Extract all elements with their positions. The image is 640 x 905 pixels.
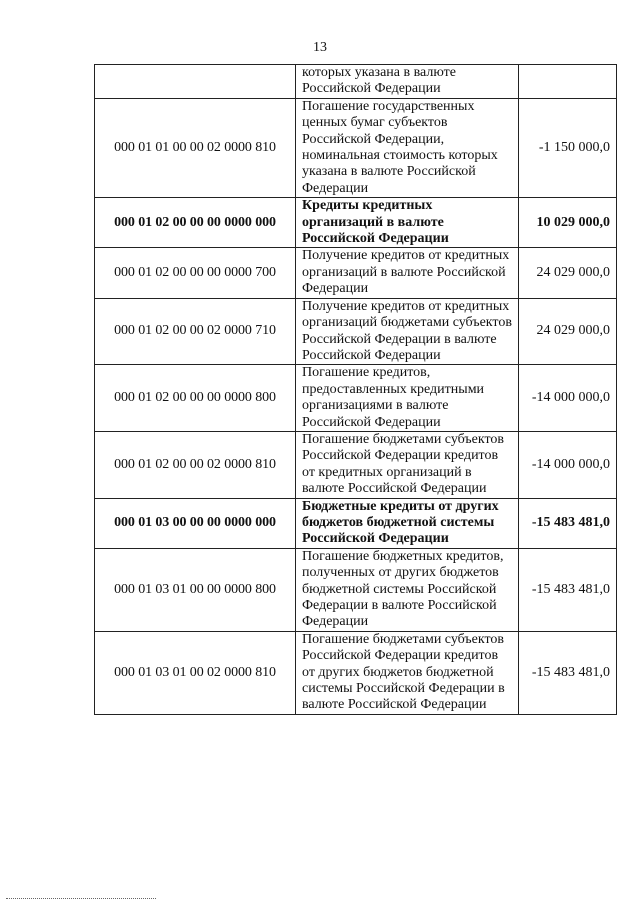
- table-row: [95, 65, 617, 99]
- table-row: [95, 365, 617, 432]
- table-row: [95, 631, 617, 714]
- code-cell: [95, 65, 296, 99]
- table-body: [95, 65, 617, 715]
- code-cell: 000 01 01 00 00 02 0000 810: [95, 98, 296, 197]
- amount-cell: -15 483 481,0: [519, 498, 617, 548]
- code-cell: 000 01 03 00 00 00 0000 000: [95, 498, 296, 548]
- amount-cell: -1 150 000,0: [519, 98, 617, 197]
- amount-cell: -14 000 000,0: [519, 431, 617, 498]
- table-row: [95, 498, 617, 548]
- name-cell: Бюджетные кредиты от других бюджетов бюджетной системы Российской Федерации: [296, 498, 519, 548]
- amount-cell: -14 000 000,0: [519, 365, 617, 432]
- table-row: [95, 98, 617, 197]
- amount-cell: [519, 65, 617, 99]
- amount-cell: 24 029 000,0: [519, 248, 617, 298]
- name-cell: Получение кредитов от кредитных организаций бюджетами субъектов Российской Федерации в валюте Российской Федерации: [296, 298, 519, 365]
- footer-scan-mark: [6, 896, 156, 899]
- table-row: [95, 298, 617, 365]
- amount-cell: 10 029 000,0: [519, 198, 617, 248]
- amount-cell: -15 483 481,0: [519, 631, 617, 714]
- name-cell: которых указана в валюте Российской Федерации: [296, 65, 519, 99]
- code-cell: 000 01 02 00 00 02 0000 710: [95, 298, 296, 365]
- name-cell: Погашение бюджетами субъектов Российской Федерации кредитов от других бюджетов бюджетной системы Российской Федерации в валюте Российской Федерации: [296, 631, 519, 714]
- name-cell: Погашение бюджетных кредитов, полученных от других бюджетов бюджетной системы Российской Федерации в валюте Российской Федерации: [296, 548, 519, 631]
- code-cell: 000 01 02 00 00 02 0000 810: [95, 431, 296, 498]
- name-cell: Кредиты кредитных организаций в валюте Российской Федерации: [296, 198, 519, 248]
- name-cell: Погашение бюджетами субъектов Российской Федерации кредитов от кредитных организаций в валюте Российской Федерации: [296, 431, 519, 498]
- code-cell: 000 01 03 01 00 02 0000 810: [95, 631, 296, 714]
- page-number: 13: [313, 40, 327, 55]
- table-row: [95, 431, 617, 498]
- code-cell: 000 01 02 00 00 00 0000 800: [95, 365, 296, 432]
- table-row: [95, 548, 617, 631]
- name-cell: Получение кредитов от кредитных организаций в валюте Российской Федерации: [296, 248, 519, 298]
- amount-cell: -15 483 481,0: [519, 548, 617, 631]
- code-cell: 000 01 02 00 00 00 0000 700: [95, 248, 296, 298]
- code-cell: 000 01 03 01 00 00 0000 800: [95, 548, 296, 631]
- name-cell: Погашение государственных ценных бумаг субъектов Российской Федерации, номинальная стоимость которых указана в валюте Российской Федерации: [296, 98, 519, 197]
- table-row: [95, 198, 617, 248]
- budget-sources-table: [94, 64, 617, 715]
- table-row: [95, 248, 617, 298]
- amount-cell: 24 029 000,0: [519, 298, 617, 365]
- name-cell: Погашение кредитов, предоставленных кредитными организациями в валюте Российской Федерации: [296, 365, 519, 432]
- code-cell: 000 01 02 00 00 00 0000 000: [95, 198, 296, 248]
